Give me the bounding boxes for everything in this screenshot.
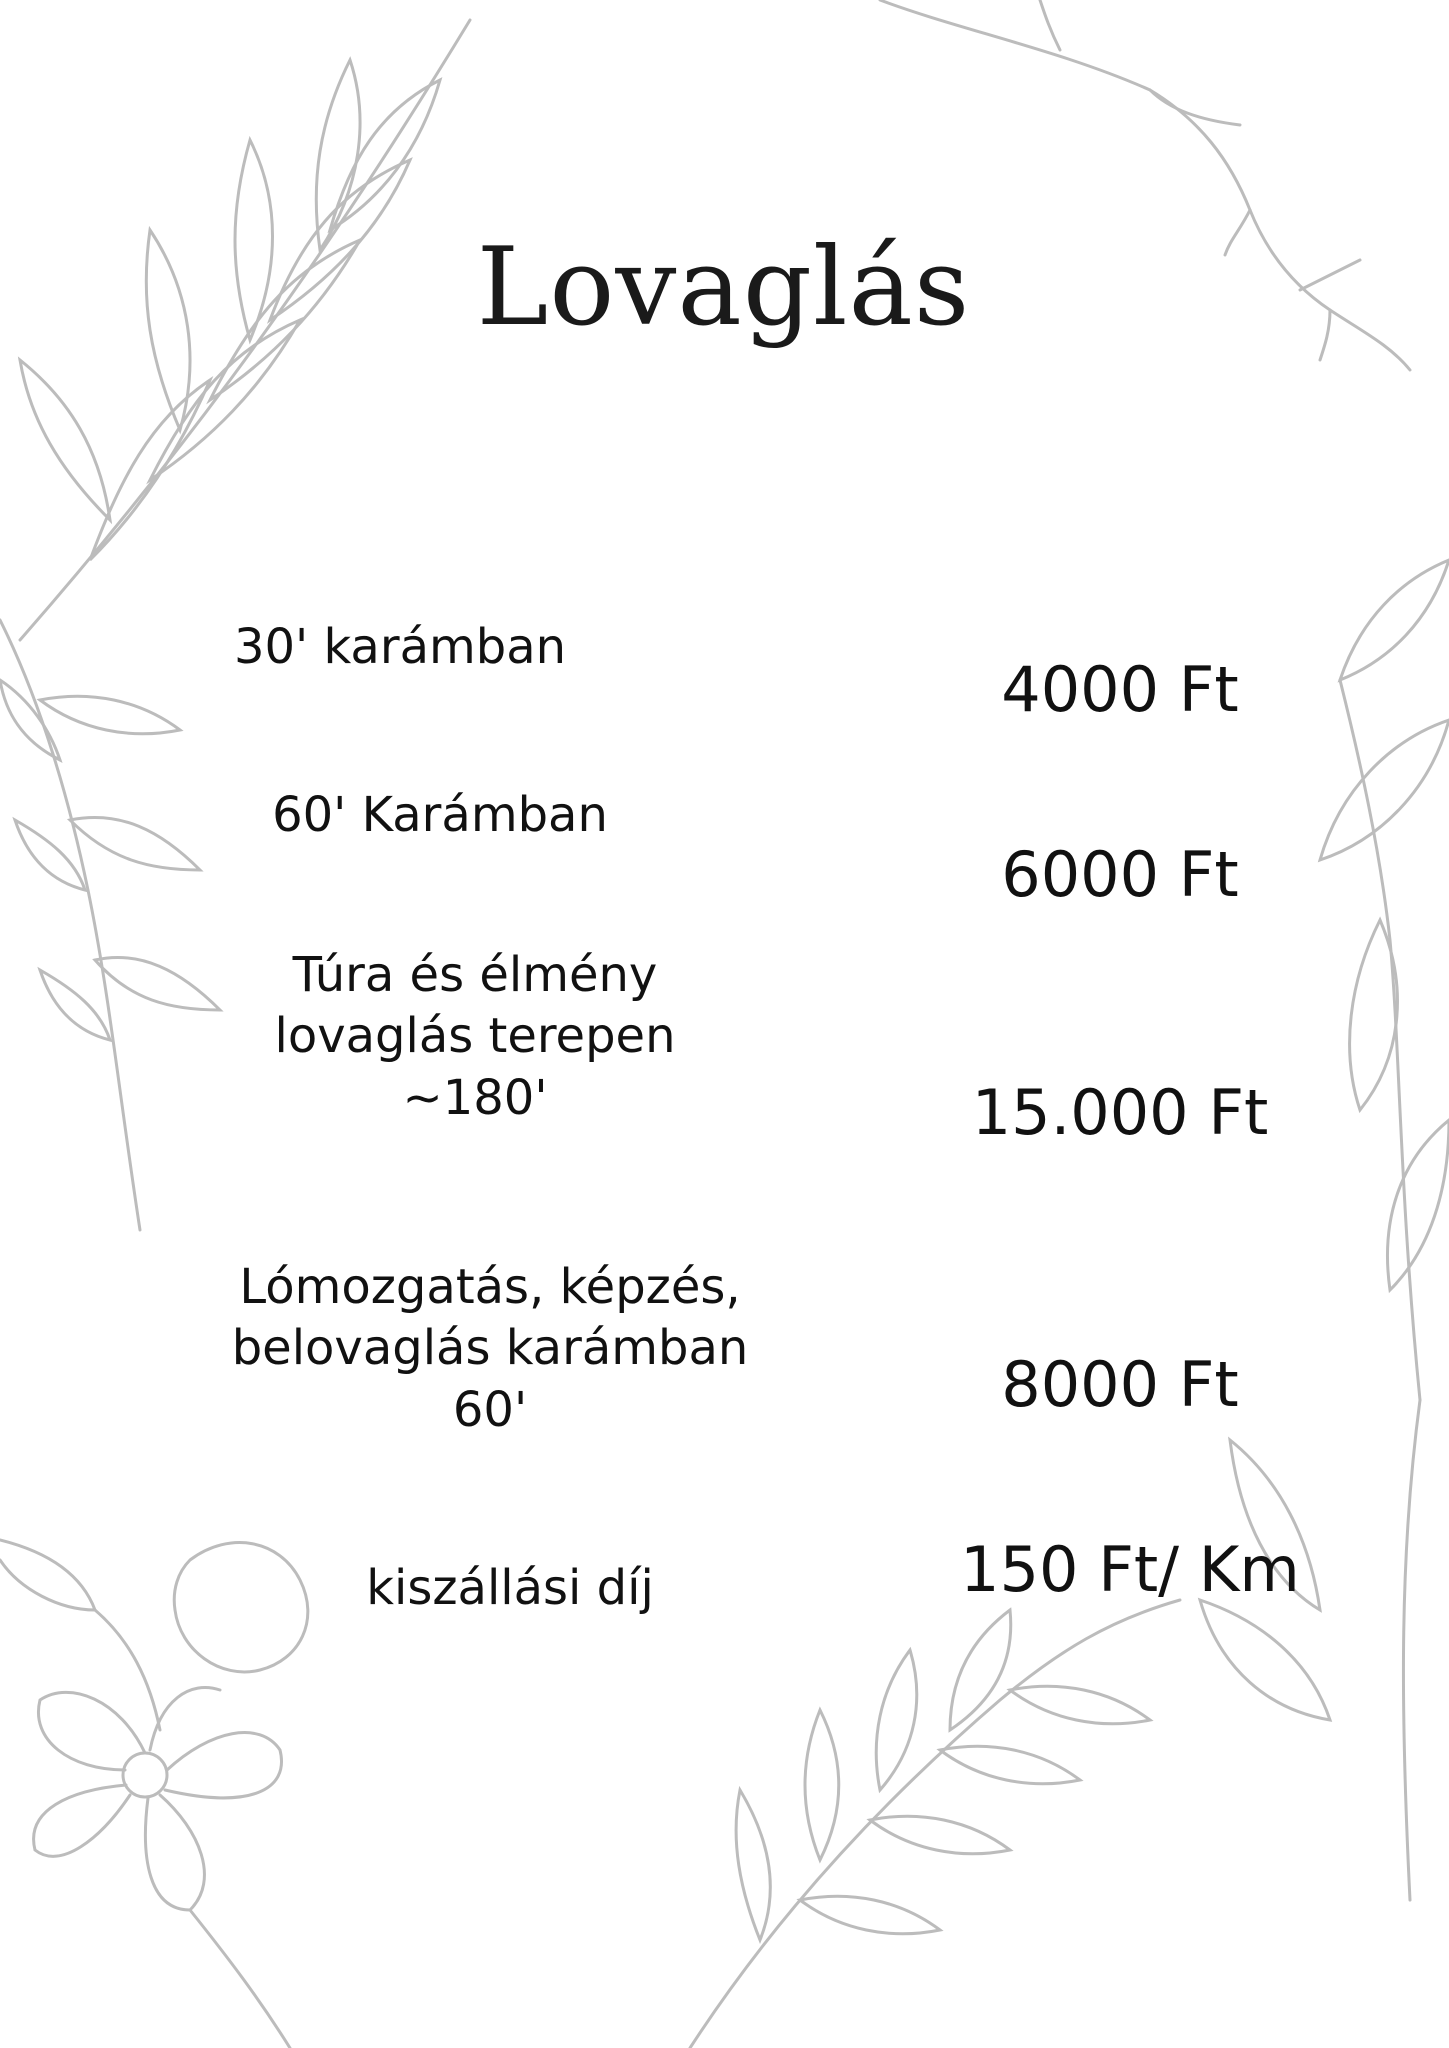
service-name-30-min-paddock: 30' karámban	[233, 619, 567, 675]
service-name-60-min-paddock: 60' Karámban	[272, 787, 608, 843]
service-name-trail-ride: Túra és élmény lovaglás terepen ~180'	[274, 947, 676, 1126]
service-name-travel-fee: kiszállási díj	[366, 1560, 654, 1616]
service-price-travel-fee: 150 Ft/ Km	[960, 1533, 1300, 1606]
service-price-60-min-paddock: 6000 Ft	[1001, 838, 1239, 911]
service-name-horse-training: Lómozgatás, képzés, belovaglás karámban 60'	[231, 1259, 749, 1438]
service-price-trail-ride: 15.000 Ft	[971, 1076, 1269, 1149]
service-price-horse-training: 8000 Ft	[1001, 1348, 1239, 1421]
page-title: Lovaglás	[476, 225, 971, 350]
service-price-30-min-paddock: 4000 Ft	[1001, 653, 1239, 726]
